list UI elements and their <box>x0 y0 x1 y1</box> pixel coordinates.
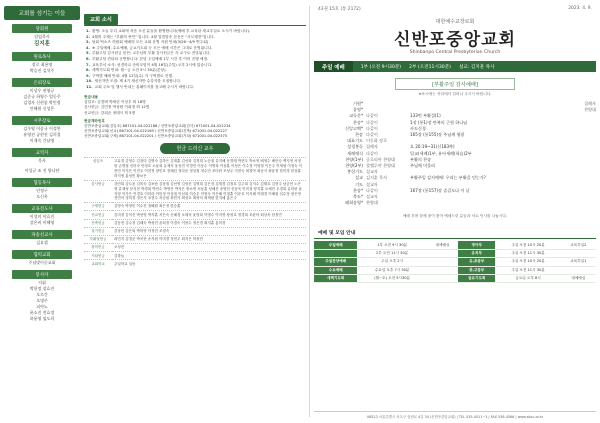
sidebar-line: 이상우 권영규 <box>29 88 55 93</box>
sidebar-line: 박승진 김석주 <box>29 68 55 73</box>
sidebar-tag: 봉사자 <box>12 270 72 279</box>
order-detail: 165장 (통155)장 주님께 영광 <box>410 132 465 138</box>
sidebar-line: 오명주 <box>36 298 48 303</box>
order-leader: 글로리아 찬양대 <box>366 156 395 162</box>
sidebar-line: 김준규 하영수 엄동주 <box>23 94 61 99</box>
order-detail: 부활주일 감사예배: 우리는 부활을 믿는가? <box>410 175 486 181</box>
order-detail <box>410 200 556 206</box>
news-number: 11. <box>86 84 93 89</box>
dist-names: 오성진 <box>112 244 306 252</box>
sidebar-section <box>4 270 80 322</box>
offering-label: 헌금내용 <box>84 94 99 99</box>
meeting-cell: 새벽기도회 <box>314 274 357 282</box>
dist-row <box>84 227 306 235</box>
meeting-cell <box>561 266 596 274</box>
order-item: 송영* <box>353 107 363 113</box>
denomination: 대한예수교장로회 <box>435 19 475 25</box>
sidebar-section <box>4 24 80 48</box>
dist-table <box>84 157 306 268</box>
meeting-cell: (월~토) 오전 5시30분 <box>357 274 426 282</box>
meeting-cell: 중,고등부 <box>458 266 495 274</box>
order-title: [부활주일 감사예배] <box>395 78 515 90</box>
dist-category: 감사헌금 <box>84 180 112 203</box>
church-logo <box>314 18 596 55</box>
dist-names: 곽민지 김경준 박서현 송지원 이미경 정현우 최지은 허성민 <box>112 235 306 243</box>
news-column <box>84 6 306 419</box>
order-leader: 찬양대 <box>366 200 378 206</box>
order-detail: 사도신경 <box>410 125 426 131</box>
dist-row <box>84 219 306 227</box>
sidebar-section <box>4 52 80 74</box>
dist-names: 강민희 김도윤 김미숙 김보람 김상철 김선영 김성진 김영희 김은정 김재경 김정호 김주희 김지수 김태호 김현주 남궁민 노은영 류재성 문지현 박경희 박민수 박영진 박지은 방소연 서동훈 성혜진 송영민 신동욱 안미정 양지훈 오세진 우경희 유미란 윤지영 이가은 이경호 이미라 이민정 이상철 이선희 이승우 이영숙 이은혜 이정훈 이준호 이지혜 이태경 이혜원 임수정 장은영 전민석 정미경 정은지 조현수 차승원 최민지 최성호 최영미 최재원 한지혜 홍은주 <box>112 180 306 203</box>
dist-row <box>84 235 306 243</box>
news-number: 5. <box>86 51 90 56</box>
order-item: 세례예식 <box>347 150 363 156</box>
sidebar-line: 안혜원 신성은 <box>29 106 55 111</box>
order-leader: 설교자 <box>366 194 378 200</box>
sidebar-line: 피아노 <box>36 304 48 309</box>
meeting-cell: 수요예배 <box>314 266 357 274</box>
meeting-cell: 주일 오전 10시 20분 <box>495 258 560 266</box>
order-leader: 다같이 <box>366 125 378 131</box>
dist-row <box>84 203 306 211</box>
order-detail: 1장 (통1)장 만복의 근원 하나님 <box>410 119 468 125</box>
dist-names: 주일학교 일동 <box>112 260 306 268</box>
meeting-cell: 2부 오전 11시 30분 <box>357 249 426 257</box>
sidebar-name: 김지훈 <box>34 41 50 47</box>
sidebar-line: 오르간 <box>36 292 48 297</box>
meeting-cell: 수요일 오후 7시 30분 <box>357 266 426 274</box>
sidebar-line: 유영진 공현진 김희경 <box>23 132 61 137</box>
sidebar-line: 장로 최용명 <box>31 62 53 67</box>
meeting-row <box>314 249 596 257</box>
sidebar-line: 도신옥 <box>36 194 48 199</box>
meeting-cell: 1부 오전 9시 30분 <box>357 241 426 249</box>
dist-category: 기타헌금 <box>84 252 112 260</box>
account-label: 헌금계좌번호 <box>84 119 105 124</box>
sidebar-line: 이재숙 간남영 <box>29 138 55 143</box>
closing-note: 예배 후에 함께 많이 찾아 예배드린 분들과 서로 인사를 나눕시다. <box>402 214 508 219</box>
news-text: 4월의 주제는 "부활의 증인" 입니다. 4월 말씀암송 본문은 "사도행전"입니다. <box>91 34 215 39</box>
account-line: 신반포중앙교회(십일조) 867101-04-022186 / 신반포중앙교회(감사) 671001-04-022214 <box>84 124 231 129</box>
sidebar-tag: 협동목사 <box>12 178 72 187</box>
sidebar-tag: 시무장로 <box>12 116 72 125</box>
dist-category: 선교헌금 <box>84 211 112 219</box>
meeting-cell: 대예배실 <box>561 274 596 282</box>
order-role: 찬양대 <box>584 107 596 113</box>
news-text: 부활주일 칸타타 공연합니다: 본당 주일예배 1부 시간 후 이어 진행 예정. <box>91 56 209 61</box>
order-leader: 다같이 <box>366 187 378 193</box>
order-detail: 요 20:19~31(신183쪽) <box>410 144 455 150</box>
meeting-cell <box>427 266 458 274</box>
service-1: 1부 (오전 9시30분) <box>360 64 402 70</box>
news-text: 구역별 예배 안내: 4월 12일(수) 각 구역별로 진행. <box>91 73 174 78</box>
meeting-row <box>314 258 596 266</box>
offering-line: 십일조: 김경택 박세린 이성우 외 18명 <box>84 99 146 104</box>
order-item: 찬양(1부) <box>345 156 363 162</box>
order-item: 기도 <box>355 181 363 187</box>
order-leader: 다같이 <box>366 150 378 156</box>
meeting-row <box>314 241 596 249</box>
order-leader: 할렐루야 찬양대 <box>366 163 395 169</box>
sidebar-line: 주님맞이중교회 <box>28 260 56 265</box>
news-number: 9. <box>86 73 90 78</box>
meeting-cell: 교육부실1 <box>561 258 596 266</box>
issue-date: 2023. 4. 9. <box>568 6 592 11</box>
news-number: 2. <box>86 34 90 39</box>
dist-category: 교회학교 <box>84 260 112 268</box>
order-role <box>556 200 596 206</box>
news-number: 3. <box>86 40 90 45</box>
order-item: 찬송 <box>355 132 363 138</box>
dist-names: 김하늘 <box>112 252 306 260</box>
church-name: 신반포중앙교회 <box>394 30 516 50</box>
dist-row <box>84 158 306 181</box>
dist-category: 절기헌금 <box>84 227 112 235</box>
service-preacher: 설교: 김지훈 목사 <box>458 64 495 70</box>
dist-names: 김영숙 박정민 이수진 정해원 최은정 한승훈 <box>112 203 306 211</box>
order-item: 대표기도 <box>347 138 363 144</box>
order-item: 찬양(2부) <box>345 163 363 169</box>
sidebar-tag: 협력교회 <box>12 250 72 259</box>
news-text: 교육부서 소식: 성경학교 준비모임이 4월 16일(주일) 오후 2시에 있습니다. <box>91 62 213 67</box>
meeting-cell <box>314 249 357 257</box>
order-leader: 설교자 <box>366 181 378 187</box>
dist-names: 김동현 김수정 김혜숙 박성민 윤희정 이경숙 이용수 정은경 최지훈 홍미경 <box>112 219 306 227</box>
sidebar-line: 이성미 이효진 <box>29 214 55 219</box>
sidebar-section <box>4 250 80 266</box>
meeting-cell: 금요기도회 <box>458 274 495 282</box>
news-item <box>84 85 306 91</box>
sidebar-line: 김우영 이종규 이성봉 <box>23 126 61 131</box>
dist-row <box>84 180 306 203</box>
order-leader: 집례자 <box>366 144 378 150</box>
sidebar-line: 안정구 <box>36 188 48 193</box>
order-detail: 입교(세례)1부, 유아세례(학습)2부 <box>410 150 472 156</box>
sidebar-section <box>4 148 80 164</box>
offering-section <box>84 95 306 117</box>
offering-line: 감사헌금: 김민정 박상원 이희정 외 12명 <box>84 105 150 110</box>
order-row <box>314 200 596 206</box>
sidebar-line: 강은비 이혜영 <box>29 220 55 225</box>
sidebar-line: 윤소진 전효정 <box>29 310 55 315</box>
meeting-cell: 주일예배 <box>314 241 357 249</box>
sidebar-tag: 은퇴장로 <box>12 78 72 87</box>
meeting-cell: 영아부 <box>458 241 495 249</box>
news-number: 10. <box>86 79 93 84</box>
news-text: 당회 떡소즈 의원회 예배의 모든 교회 운영 지원 안내(3/26~4/9 연주회) <box>91 40 209 45</box>
account-line: 신반포중앙교회(구제) 867101-04-022201 / 신반포중앙교회(기타) 671001-04-022575 <box>84 134 228 139</box>
dist-category: 십일조 <box>84 158 112 181</box>
sidebar-heading: 교회를 섬기는 이들 <box>4 6 80 20</box>
news-title: 교회 소식 <box>84 14 118 25</box>
order-leader: 다같이 <box>366 132 378 138</box>
news-text: 환영: 오늘 우리 교회에 처음 오신 분들을 환영합니다(예배 후 교육관 새교우실로 오시기 바랍니다). <box>91 29 251 33</box>
news-text: 부활주일 감사헌금 봉헌: 교우님의 부활 감사헌금은 각 교구로 전달됩니다. <box>91 51 211 56</box>
meeting-cell <box>427 258 458 266</box>
meeting-cell: 유,초등부 <box>458 258 495 266</box>
meeting-cell: 대예배실 <box>427 241 458 249</box>
order-item: 찬송* <box>353 187 363 193</box>
order-column <box>314 6 596 419</box>
meeting-cell: 교육부실2 <box>561 241 596 249</box>
account-section <box>84 119 306 139</box>
sidebar-tag: 원로목사 <box>12 52 72 61</box>
service-2: 2부 (오전11시30분) <box>409 64 451 70</box>
order-item: 교독문* <box>349 113 363 119</box>
order-detail: 주님께 머물러 <box>410 163 436 169</box>
sidebar-section <box>4 178 80 200</box>
dist-row <box>84 252 306 260</box>
news-number: 6. <box>86 56 90 61</box>
order-item: 성경봉독 <box>347 144 363 150</box>
dist-names: 김미정 김석진 박선영 박지훈 서은숙 신혜경 오태석 윤영희 이명수 이지영 장성호 정경희 조윤아 최상욱 한정민 <box>112 211 306 219</box>
church-name-en: Shinbanpo Central Presbyterian Church <box>409 50 501 55</box>
sidebar-line: 박헌정 장효진 <box>29 286 55 291</box>
meeting-row <box>314 266 596 274</box>
sidebar-section <box>4 230 80 246</box>
sidebar-tag: 교역자 <box>12 148 72 157</box>
meetings-title: 예배 및 모임 안내 <box>314 229 596 239</box>
meeting-cell <box>427 274 458 282</box>
news-number: 7. <box>86 62 90 67</box>
order-note: ※표시에는 자리에서 일어나 주시기 바랍니다. <box>418 92 492 96</box>
dist-category: 건축헌금 <box>84 219 112 227</box>
meeting-cell: 금요일 오후 8시 <box>495 274 560 282</box>
news-number: 1. <box>86 29 90 33</box>
meeting-cell: 유치부 <box>458 249 495 257</box>
dist-row <box>84 260 306 268</box>
column-divider <box>309 6 310 417</box>
dist-row <box>84 211 306 219</box>
sidebar-tag: 당회원 <box>12 24 72 33</box>
order-item: 폐회송영* <box>345 200 363 206</box>
meeting-cell: 주일 오후 2시 <box>357 258 426 266</box>
dist-category: 구제헌금 <box>84 203 112 211</box>
order-leader: 이동화 장로 <box>366 138 388 144</box>
dist-title: 헌금 드리신 교우 <box>160 143 230 154</box>
offering-line: 선교헌금: 강희준 정태식 외 5명 <box>84 110 136 115</box>
sidebar-line: 이성규 조 진 양나단 <box>24 168 60 173</box>
meeting-cell <box>561 249 596 257</box>
order-leader: 다같이 <box>366 113 378 119</box>
meeting-cell: 주일 오전 11시 30분 <box>495 249 560 257</box>
staff-sidebar <box>4 6 80 419</box>
sidebar-tag: 교육전도사 <box>12 204 72 213</box>
order-detail: 부활의 찬송 <box>410 156 432 162</box>
news-list <box>84 29 306 91</box>
sidebar-section <box>4 204 80 226</box>
dist-names: 고유경 김영수 김정미 김명숙 김하은 김재훈 김선화 김경희 노승철 류지혜 문경태 박현우 박소영 배영수 배인숙 백지영 서정란 손명철 신미숙 안정호 오윤희 유재석 윤상진 이경민 이동수 이명희 이상훈 이성은 이수정 이영철 이은주 이재형 이정숙 이종민 이지은 이진우 이현정 장민호 전혜린 정다운 정상철 정수민 조미란 조성우 지현숙 최경아 최동식 최윤정 한미경 한상훈 허지영 홍성민 황보은 <box>112 158 306 181</box>
dist-category: 부활절헌금 <box>84 235 112 243</box>
sidebar-line: 하윤영 임도희 <box>29 316 55 321</box>
sidebar-section <box>4 168 80 174</box>
meeting-cell <box>427 249 458 257</box>
order-role: 집례자 <box>584 101 596 106</box>
order-of-worship <box>314 101 596 206</box>
dist-names: 김상민 김은희 박미영 이정민 조경숙 <box>112 227 306 235</box>
meeting-cell: 주일 오전 11시 30분 <box>495 266 560 274</box>
order-detail: 133번 부활절(1) <box>410 113 441 119</box>
order-item: 기원* <box>353 101 363 106</box>
meeting-cell: 주일 오전 10시 20분 <box>495 241 560 249</box>
sidebar-tag: 파송선교사 <box>12 230 72 239</box>
service-bar <box>314 61 596 72</box>
meeting-row <box>314 274 596 282</box>
footer-address: 06523 서울특별시 서초구 잠원로 4길 34 (신반포중앙교회) | TEL 535-4511~3 | FAX 536-4566 | www.sbcc.or.kr <box>314 411 596 419</box>
dist-row <box>84 244 306 252</box>
issue-number: 43권 15호 (통 2172) <box>318 7 361 12</box>
dist-category: 장학헌금 <box>84 244 112 252</box>
sidebar-line: 김경자 신현종 박민정 <box>23 100 61 105</box>
news-text: ※ 주일예배, 수요예배, 금요기도회 등 모든 예배 시간은 그대로 운영됩니다. <box>91 45 213 50</box>
service-label: 주일 예배 <box>314 61 353 72</box>
sidebar-section <box>4 116 80 144</box>
order-item: 신앙고백* <box>345 125 363 131</box>
news-text: 교회 주보 및 행사 안내는 홈페이지를 참고해 주시기 바랍니다. <box>94 84 195 89</box>
order-leader: 다같이 <box>366 119 378 125</box>
order-leader: 김지훈 목사 <box>366 175 388 181</box>
news-number: 8. <box>86 68 90 73</box>
order-detail: 167장 (통157)장 즐겁도다 이 날 <box>410 187 470 193</box>
sidebar-line: 김요셉 <box>36 240 48 245</box>
account-line: 신반포중앙교회(선교) 867101-04-022169 / 신반포중앙교회(건축) 671001-04-022227 <box>84 129 228 134</box>
order-leader: 설교자 <box>366 169 378 175</box>
news-number: 4. <box>86 45 90 50</box>
sidebar-section <box>4 78 80 112</box>
meeting-cell: 주일찬양예배 <box>314 258 357 266</box>
order-item: 봉헌기도 <box>347 169 363 175</box>
order-item: 축도* <box>353 194 363 200</box>
news-text: 새신자반 모집: 제 4기 새신자반 수강자를 모집합니다. <box>94 79 182 84</box>
order-item: 설교 <box>355 175 363 181</box>
meetings-table <box>314 241 596 283</box>
sidebar-line: 지휘 <box>38 280 46 285</box>
order-item: 찬송* <box>353 119 363 125</box>
sidebar-line: 담임목사 <box>34 34 50 39</box>
sidebar-line: 목사 <box>38 158 46 163</box>
news-text: 새벽기도회 안내: 월~금 오전 5시 30분(본당). <box>91 68 167 73</box>
